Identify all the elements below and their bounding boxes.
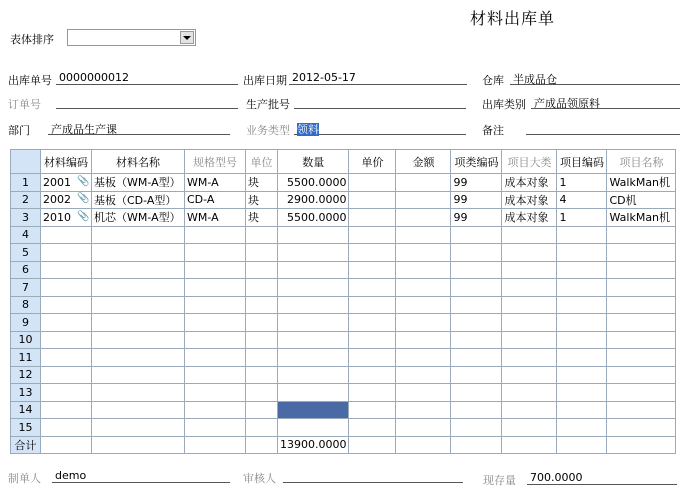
table-cell[interactable] <box>349 331 396 349</box>
table-cell[interactable] <box>607 226 676 244</box>
auditor-label: 审核人 <box>243 472 276 485</box>
table-cell[interactable]: 1 <box>557 209 607 227</box>
table-cell[interactable] <box>396 174 451 192</box>
table-row[interactable] <box>11 331 676 349</box>
table-cell[interactable] <box>185 366 246 384</box>
col-header[interactable]: 规格型号 <box>185 150 246 174</box>
table-cell[interactable] <box>607 366 676 384</box>
page-title: 材料出库单 <box>470 9 556 28</box>
table-row[interactable] <box>11 366 676 384</box>
table-cell[interactable] <box>278 226 349 244</box>
table-row[interactable] <box>11 296 676 314</box>
batch-label: 生产批号 <box>246 98 290 111</box>
table-cell[interactable] <box>185 296 246 314</box>
table-cell[interactable] <box>278 384 349 402</box>
table-cell[interactable] <box>502 331 557 349</box>
material-code: 2010 <box>43 210 71 224</box>
table-cell[interactable] <box>92 401 185 419</box>
table-cell <box>557 436 607 454</box>
table-cell[interactable]: 5500.0000 <box>278 209 349 227</box>
table-cell[interactable] <box>41 226 92 244</box>
table-cell[interactable] <box>396 419 451 437</box>
col-header[interactable]: 单价 <box>349 150 396 174</box>
table-cell[interactable] <box>502 226 557 244</box>
table-cell[interactable]: 4 <box>557 191 607 209</box>
table-cell[interactable] <box>502 296 557 314</box>
table-cell[interactable] <box>451 401 502 419</box>
table-cell[interactable] <box>92 296 185 314</box>
table-cell[interactable] <box>451 296 502 314</box>
table-cell[interactable] <box>607 419 676 437</box>
table-cell[interactable] <box>502 384 557 402</box>
table-row[interactable] <box>11 279 676 297</box>
table-cell <box>41 436 92 454</box>
table-cell[interactable] <box>246 401 278 419</box>
table-cell[interactable] <box>185 261 246 279</box>
table-cell[interactable] <box>41 331 92 349</box>
table-cell[interactable]: 1 <box>557 174 607 192</box>
row-number: 7 <box>11 279 41 297</box>
table-row[interactable] <box>11 401 676 419</box>
table-cell[interactable] <box>557 296 607 314</box>
table-cell[interactable] <box>607 331 676 349</box>
table-cell[interactable] <box>607 314 676 332</box>
table-row[interactable] <box>11 174 676 192</box>
material-code: 2001 <box>43 175 71 189</box>
table-cell <box>246 436 278 454</box>
table-cell[interactable] <box>607 349 676 367</box>
table-cell[interactable]: 成本对象 <box>502 174 557 192</box>
row-number: 9 <box>11 314 41 332</box>
table-cell[interactable] <box>451 419 502 437</box>
table-cell[interactable] <box>349 366 396 384</box>
col-header[interactable]: 项目名称 <box>607 150 676 174</box>
table-cell[interactable] <box>278 331 349 349</box>
table-cell[interactable] <box>607 279 676 297</box>
table-cell[interactable] <box>92 226 185 244</box>
table-cell[interactable] <box>41 366 92 384</box>
table-cell[interactable] <box>92 349 185 367</box>
total-label: 合计 <box>11 436 41 454</box>
table-cell[interactable] <box>607 296 676 314</box>
table-cell[interactable]: CD机 <box>607 191 676 209</box>
table-cell[interactable] <box>41 419 92 437</box>
col-header[interactable]: 金额 <box>396 150 451 174</box>
table-cell[interactable] <box>246 261 278 279</box>
table-cell[interactable] <box>246 314 278 332</box>
table-cell[interactable]: 基板（CD-A型） <box>92 191 185 209</box>
table-cell[interactable] <box>185 401 246 419</box>
biz-type-input[interactable] <box>294 121 466 135</box>
auditor-value <box>283 469 463 483</box>
row-number: 3 <box>11 209 41 227</box>
table-row[interactable] <box>11 244 676 262</box>
table-cell[interactable] <box>451 384 502 402</box>
col-header[interactable]: 单位 <box>246 150 278 174</box>
table-cell[interactable] <box>41 261 92 279</box>
table-cell[interactable] <box>349 384 396 402</box>
batch-input[interactable] <box>294 95 466 109</box>
paperclip-icon[interactable]: 📎 <box>77 175 90 187</box>
table-cell[interactable] <box>41 314 92 332</box>
table-cell[interactable] <box>278 296 349 314</box>
table-cell[interactable] <box>185 279 246 297</box>
table-cell[interactable]: CD-A <box>185 191 246 209</box>
table-cell[interactable] <box>185 349 246 367</box>
row-number: 2 <box>11 191 41 209</box>
table-cell[interactable] <box>349 261 396 279</box>
warehouse-label: 仓库 <box>482 74 504 87</box>
table-cell[interactable] <box>41 244 92 262</box>
doc-no-label: 出库单号 <box>8 74 52 87</box>
table-cell[interactable] <box>349 314 396 332</box>
table-cell[interactable]: 成本对象 <box>502 209 557 227</box>
table-cell[interactable] <box>41 349 92 367</box>
table-cell[interactable]: 99 <box>451 191 502 209</box>
table-cell[interactable]: 块 <box>246 174 278 192</box>
table-cell[interactable] <box>396 209 451 227</box>
table-row[interactable] <box>11 226 676 244</box>
row-number: 8 <box>11 296 41 314</box>
table-cell[interactable]: WM-A <box>185 209 246 227</box>
table-cell[interactable] <box>502 279 557 297</box>
table-cell[interactable] <box>451 244 502 262</box>
date-input[interactable]: 2012-05-17 <box>289 71 467 85</box>
row-number: 6 <box>11 261 41 279</box>
table-cell[interactable] <box>41 296 92 314</box>
table-cell[interactable] <box>278 261 349 279</box>
table-cell[interactable] <box>278 401 349 419</box>
table-row[interactable] <box>11 349 676 367</box>
table-cell[interactable] <box>557 384 607 402</box>
corner-cell <box>11 150 41 174</box>
order-no-label: 订单号 <box>8 98 41 111</box>
col-header[interactable]: 项目大类 <box>502 150 557 174</box>
table-cell[interactable] <box>92 384 185 402</box>
row-number: 15 <box>11 419 41 437</box>
table-cell[interactable]: 2900.0000 <box>278 191 349 209</box>
table-cell <box>502 436 557 454</box>
row-number: 5 <box>11 244 41 262</box>
warehouse-input[interactable]: 半成品仓 <box>510 71 680 85</box>
out-type-label: 出库类别 <box>482 98 526 111</box>
table-row[interactable] <box>11 261 676 279</box>
detail-table <box>10 149 676 454</box>
table-cell[interactable]: 99 <box>451 209 502 227</box>
table-cell[interactable] <box>396 349 451 367</box>
maker-label: 制单人 <box>8 472 41 485</box>
table-cell[interactable] <box>502 314 557 332</box>
table-cell[interactable] <box>246 331 278 349</box>
stock-value: 700.0000 <box>527 471 677 485</box>
paperclip-icon[interactable]: 📎 <box>77 210 90 222</box>
table-cell[interactable] <box>557 314 607 332</box>
table-cell[interactable]: 成本对象 <box>502 191 557 209</box>
table-cell[interactable] <box>396 314 451 332</box>
table-cell <box>396 436 451 454</box>
table-cell[interactable] <box>607 401 676 419</box>
table-cell[interactable] <box>41 401 92 419</box>
table-cell[interactable] <box>349 209 396 227</box>
table-cell[interactable] <box>349 226 396 244</box>
table-cell[interactable] <box>451 226 502 244</box>
table-cell[interactable]: 机芯（WM-A型） <box>92 209 185 227</box>
table-cell[interactable] <box>451 261 502 279</box>
table-cell[interactable] <box>349 244 396 262</box>
table-cell[interactable] <box>607 384 676 402</box>
table-cell[interactable] <box>349 191 396 209</box>
table-cell[interactable]: 块 <box>246 191 278 209</box>
table-cell[interactable] <box>246 366 278 384</box>
table-cell[interactable] <box>278 419 349 437</box>
stock-label: 现存量 <box>483 474 516 487</box>
table-cell[interactable] <box>349 419 396 437</box>
table-cell[interactable] <box>278 349 349 367</box>
table-cell <box>349 436 396 454</box>
table-cell[interactable]: WalkMan机 <box>607 209 676 227</box>
table-cell[interactable] <box>92 261 185 279</box>
material-code: 2002 <box>43 193 71 207</box>
table-cell[interactable] <box>396 261 451 279</box>
table-cell[interactable] <box>246 296 278 314</box>
remark-input[interactable] <box>526 121 680 135</box>
remark-label: 备注 <box>482 124 504 137</box>
table-cell[interactable] <box>185 226 246 244</box>
table-cell[interactable] <box>557 261 607 279</box>
table-cell[interactable] <box>185 331 246 349</box>
table-cell[interactable] <box>396 279 451 297</box>
table-cell[interactable] <box>92 244 185 262</box>
total-row <box>11 436 676 454</box>
table-cell[interactable] <box>246 419 278 437</box>
table-cell[interactable] <box>396 331 451 349</box>
table-cell[interactable] <box>41 384 92 402</box>
table-header <box>11 150 676 174</box>
table-cell[interactable] <box>607 244 676 262</box>
table-cell[interactable] <box>349 279 396 297</box>
table-cell[interactable] <box>557 419 607 437</box>
col-header[interactable]: 项类编码 <box>451 150 502 174</box>
table-cell <box>607 436 676 454</box>
table-cell[interactable] <box>502 419 557 437</box>
table-cell[interactable]: 99 <box>451 174 502 192</box>
table-cell[interactable] <box>502 244 557 262</box>
table-cell[interactable] <box>185 314 246 332</box>
row-number: 14 <box>11 401 41 419</box>
table-cell[interactable] <box>557 331 607 349</box>
table-row[interactable] <box>11 314 676 332</box>
table-cell[interactable] <box>557 279 607 297</box>
table-cell[interactable]: 5500.0000 <box>278 174 349 192</box>
table-cell[interactable] <box>451 366 502 384</box>
row-number: 4 <box>11 226 41 244</box>
sort-dropdown[interactable] <box>67 29 196 46</box>
table-cell[interactable] <box>41 174 92 192</box>
table-cell[interactable] <box>349 401 396 419</box>
total-quantity: 13900.0000 <box>278 436 349 454</box>
table-cell[interactable] <box>185 384 246 402</box>
table-cell[interactable] <box>41 279 92 297</box>
row-number: 12 <box>11 366 41 384</box>
table-cell[interactable] <box>278 366 349 384</box>
table-cell[interactable] <box>396 244 451 262</box>
table-cell[interactable] <box>246 279 278 297</box>
table-cell[interactable] <box>607 261 676 279</box>
table-cell[interactable] <box>41 191 92 209</box>
table-cell[interactable] <box>502 349 557 367</box>
paperclip-icon[interactable]: 📎 <box>77 193 90 205</box>
table-row[interactable] <box>11 191 676 209</box>
table-row[interactable] <box>11 419 676 437</box>
table-cell[interactable] <box>396 296 451 314</box>
table-cell[interactable] <box>502 366 557 384</box>
table-cell[interactable] <box>92 419 185 437</box>
biz-type-label: 业务类型 <box>246 124 290 137</box>
table-cell[interactable] <box>557 226 607 244</box>
table-cell[interactable] <box>246 226 278 244</box>
table-cell[interactable] <box>185 419 246 437</box>
table-cell[interactable] <box>502 401 557 419</box>
table-cell[interactable] <box>451 314 502 332</box>
row-number: 11 <box>11 349 41 367</box>
table-cell[interactable] <box>557 244 607 262</box>
table-cell[interactable] <box>451 349 502 367</box>
table-cell[interactable] <box>41 209 92 227</box>
col-header[interactable]: 数量 <box>278 150 349 174</box>
table-cell[interactable] <box>396 384 451 402</box>
table-row[interactable] <box>11 384 676 402</box>
doc-no-input[interactable]: 0000000012 <box>56 71 238 85</box>
row-number: 1 <box>11 174 41 192</box>
table-cell[interactable] <box>349 296 396 314</box>
table-cell[interactable] <box>349 349 396 367</box>
dept-input[interactable]: 产成品生产课 <box>48 121 230 135</box>
table-cell[interactable] <box>185 244 246 262</box>
sort-label: 表体排序 <box>10 33 54 46</box>
chevron-down-icon[interactable] <box>180 31 194 44</box>
table-cell <box>451 436 502 454</box>
date-label: 出库日期 <box>243 74 287 87</box>
out-type-input[interactable]: 产成品领原料 <box>531 95 680 109</box>
table-cell[interactable] <box>92 314 185 332</box>
table-cell[interactable] <box>92 331 185 349</box>
table-cell[interactable] <box>451 331 502 349</box>
table-cell[interactable]: 块 <box>246 209 278 227</box>
table-cell[interactable] <box>396 366 451 384</box>
biz-type-value: 领料 <box>297 123 319 136</box>
col-header[interactable]: 项目编码 <box>557 150 607 174</box>
row-number: 13 <box>11 384 41 402</box>
table-cell[interactable] <box>349 174 396 192</box>
table-cell[interactable] <box>451 279 502 297</box>
table-row[interactable] <box>11 209 676 227</box>
table-cell[interactable] <box>396 226 451 244</box>
dept-label: 部门 <box>8 124 30 137</box>
table-cell <box>92 436 185 454</box>
table-cell[interactable] <box>278 279 349 297</box>
table-cell[interactable] <box>278 244 349 262</box>
table-cell[interactable] <box>92 279 185 297</box>
table-cell[interactable] <box>557 401 607 419</box>
col-header[interactable]: 材料编码 <box>41 150 92 174</box>
table-cell[interactable] <box>246 244 278 262</box>
table-cell[interactable] <box>246 384 278 402</box>
col-header[interactable]: 材料名称 <box>92 150 185 174</box>
table-cell[interactable] <box>92 366 185 384</box>
table-cell[interactable]: WalkMan机 <box>607 174 676 192</box>
table-cell[interactable]: 基板（WM-A型） <box>92 174 185 192</box>
table-cell[interactable] <box>557 349 607 367</box>
order-no-input[interactable] <box>56 95 238 109</box>
maker-value: demo <box>52 469 230 483</box>
table-cell <box>185 436 246 454</box>
table-cell[interactable] <box>396 191 451 209</box>
table-cell[interactable] <box>557 366 607 384</box>
table-cell[interactable]: WM-A <box>185 174 246 192</box>
table-cell[interactable] <box>246 349 278 367</box>
table-cell[interactable] <box>278 314 349 332</box>
table-cell[interactable] <box>396 401 451 419</box>
row-number: 10 <box>11 331 41 349</box>
table-cell[interactable] <box>502 261 557 279</box>
